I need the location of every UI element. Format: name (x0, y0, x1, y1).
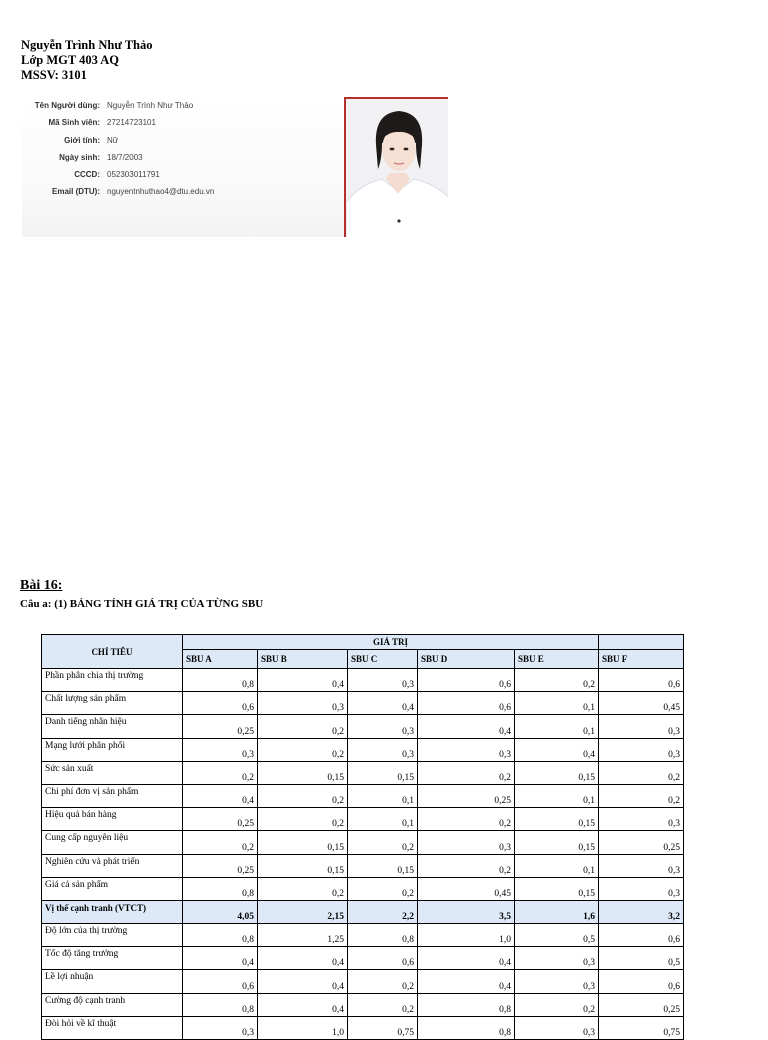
value-cell: 0,15 (258, 854, 348, 877)
exercise-subtitle: Câu a: (1) BẢNG TÍNH GIÁ TRỊ CỦA TỪNG SBU (20, 598, 264, 610)
sbu-header: SBU D (418, 650, 515, 669)
criteria-header: CHỈ TIÊU (42, 635, 183, 669)
value-cell: 0,3 (348, 669, 418, 692)
portrait-image (346, 99, 448, 237)
criteria-label: Vị thế cạnh tranh (VTCT) (42, 900, 183, 923)
value-cell: 0,8 (418, 1016, 515, 1039)
value-cell: 0,6 (599, 669, 684, 692)
table-row (42, 808, 684, 831)
value-cell: 0,2 (515, 993, 599, 1016)
value-cell: 2,2 (348, 900, 418, 923)
value-cell: 0,6 (183, 692, 258, 715)
value-cell: 0,45 (418, 877, 515, 900)
info-label: Email (DTU): (52, 187, 100, 197)
value-cell: 0,8 (183, 993, 258, 1016)
value-cell: 2,15 (258, 900, 348, 923)
value-cell: 0,3 (599, 854, 684, 877)
value-cell: 1,0 (258, 1016, 348, 1039)
value-cell: 0,1 (515, 784, 599, 807)
info-row (22, 136, 342, 153)
criteria-label: Chất lượng sản phẩm (42, 692, 183, 715)
table-row (42, 669, 684, 692)
table-row (42, 738, 684, 761)
value-cell: 0,25 (183, 854, 258, 877)
value-group-header: GIÁ TRỊ (183, 635, 599, 650)
value-cell: 0,2 (258, 808, 348, 831)
value-cell: 0,2 (599, 784, 684, 807)
value-cell: 1,25 (258, 924, 348, 947)
value-cell: 0,6 (599, 970, 684, 993)
criteria-label: Nghiên cứu và phát triển (42, 854, 183, 877)
value-cell: 0,4 (515, 738, 599, 761)
info-row (22, 187, 342, 204)
value-cell: 0,3 (183, 738, 258, 761)
value-cell: 0,2 (258, 877, 348, 900)
value-cell: 0,3 (348, 738, 418, 761)
criteria-label: Chi phí đơn vị sản phẩm (42, 784, 183, 807)
value-cell: 0,6 (418, 669, 515, 692)
table-row (42, 715, 684, 738)
table-row (42, 924, 684, 947)
value-cell: 0,8 (348, 924, 418, 947)
table-row (42, 831, 684, 854)
student-name: Nguyễn Trình Như Thảo (21, 38, 153, 52)
criteria-label: Danh tiếng nhãn hiệu (42, 715, 183, 738)
value-cell: 0,25 (599, 993, 684, 1016)
info-value: nguyentnhuthao4@dtu.edu.vn (107, 187, 215, 197)
value-cell: 0,15 (258, 831, 348, 854)
value-cell: 0,3 (599, 877, 684, 900)
value-cell: 0,2 (183, 761, 258, 784)
value-cell: 0,3 (418, 738, 515, 761)
value-cell: 0,3 (258, 692, 348, 715)
value-cell: 0,25 (599, 831, 684, 854)
value-cell: 0,3 (515, 947, 599, 970)
value-cell: 0,2 (258, 784, 348, 807)
value-cell: 0,4 (418, 715, 515, 738)
value-cell: 0,4 (348, 692, 418, 715)
value-group-header-blank (599, 635, 684, 650)
criteria-label: Đòi hỏi về kĩ thuật (42, 1016, 183, 1039)
value-cell: 0,8 (183, 924, 258, 947)
value-cell: 0,2 (418, 854, 515, 877)
value-cell: 0,2 (348, 877, 418, 900)
value-cell: 0,1 (348, 784, 418, 807)
info-row (22, 101, 342, 118)
sbu-header: SBU E (515, 650, 599, 669)
info-row (22, 118, 342, 135)
value-cell: 0,6 (183, 970, 258, 993)
student-header (21, 38, 153, 83)
criteria-label: Cung cấp nguyên liệu (42, 831, 183, 854)
value-cell: 0,8 (183, 877, 258, 900)
value-cell: 4,05 (183, 900, 258, 923)
value-cell: 0,3 (348, 715, 418, 738)
value-cell: 0,1 (348, 808, 418, 831)
value-cell: 0,4 (258, 669, 348, 692)
total-row (42, 900, 684, 923)
table-row (42, 784, 684, 807)
exercise-title: Bài 16: (20, 578, 63, 593)
sbu-header: SBU B (258, 650, 348, 669)
criteria-label: Sức sản xuất (42, 761, 183, 784)
criteria-label: Mạng lưới phân phối (42, 738, 183, 761)
criteria-label: Độ lớn của thị trường (42, 924, 183, 947)
value-cell: 0,2 (258, 715, 348, 738)
value-cell: 0,4 (418, 970, 515, 993)
table-row (42, 947, 684, 970)
value-cell: 0,75 (599, 1016, 684, 1039)
criteria-label: Phần phân chia thị trường (42, 669, 183, 692)
info-row (22, 153, 342, 170)
value-cell: 1,0 (418, 924, 515, 947)
sbu-value-table (41, 634, 684, 1040)
value-cell: 0,3 (418, 831, 515, 854)
student-info-list (22, 101, 342, 205)
student-info-card (22, 96, 448, 237)
value-cell: 0,4 (258, 970, 348, 993)
value-cell: 0,2 (258, 738, 348, 761)
info-label: Tên Người dùng: (34, 101, 100, 110)
value-cell: 0,3 (599, 715, 684, 738)
value-cell: 0,15 (348, 854, 418, 877)
value-cell: 0,15 (258, 761, 348, 784)
value-cell: 0,2 (348, 993, 418, 1016)
value-cell: 0,4 (258, 993, 348, 1016)
value-cell: 0,15 (515, 761, 599, 784)
info-label: Ngày sinh: (59, 152, 100, 162)
value-cell: 0,2 (515, 669, 599, 692)
table-row (42, 970, 684, 993)
value-cell: 0,3 (599, 738, 684, 761)
value-cell: 0,15 (515, 831, 599, 854)
value-cell: 3,2 (599, 900, 684, 923)
value-cell: 0,2 (418, 808, 515, 831)
value-cell: 0,1 (515, 692, 599, 715)
value-cell: 0,3 (183, 1016, 258, 1039)
value-cell: 0,1 (515, 715, 599, 738)
value-cell: 0,3 (515, 970, 599, 993)
table-row (42, 877, 684, 900)
criteria-label: Hiệu quả bán hàng (42, 808, 183, 831)
value-cell: 0,4 (183, 784, 258, 807)
criteria-label: Cường độ cạnh tranh (42, 993, 183, 1016)
value-cell: 0,15 (515, 808, 599, 831)
value-cell: 0,6 (418, 692, 515, 715)
value-cell: 1,6 (515, 900, 599, 923)
info-label: Mã Sinh viên: (48, 118, 100, 128)
value-cell: 0,4 (183, 947, 258, 970)
info-value: 18/7/2003 (107, 152, 143, 162)
value-cell: 0,3 (515, 1016, 599, 1039)
info-value: 27214723101 (107, 118, 156, 128)
sbu-header: SBU F (599, 650, 684, 669)
table-row (42, 854, 684, 877)
value-cell: 0,2 (418, 761, 515, 784)
info-value: 052303011791 (107, 170, 160, 180)
sbu-header: SBU A (183, 650, 258, 669)
criteria-label: Tốc độ tăng trưởng (42, 947, 183, 970)
value-cell: 0,6 (599, 924, 684, 947)
student-class: Lớp MGT 403 AQ (21, 53, 120, 67)
value-cell: 0,3 (599, 808, 684, 831)
value-cell: 0,8 (418, 993, 515, 1016)
student-id: MSSV: 3101 (21, 68, 87, 82)
info-label: Giới tính: (64, 135, 100, 145)
table-row (42, 1016, 684, 1039)
value-cell: 0,2 (348, 831, 418, 854)
value-cell: 0,8 (183, 669, 258, 692)
student-photo (344, 97, 448, 237)
value-cell: 0,4 (258, 947, 348, 970)
table-row (42, 761, 684, 784)
info-value: Nữ (107, 135, 119, 145)
value-cell: 0,15 (515, 877, 599, 900)
info-row (22, 170, 342, 187)
value-cell: 0,25 (183, 808, 258, 831)
info-value: Nguyễn Trình Như Thảo (107, 101, 194, 110)
sbu-header: SBU C (348, 650, 418, 669)
value-cell: 0,6 (348, 947, 418, 970)
info-label: CCCD: (74, 170, 100, 180)
value-cell: 0,75 (348, 1016, 418, 1039)
sbu-table-body (42, 669, 684, 1040)
criteria-label: Lề lợi nhuận (42, 970, 183, 993)
value-cell: 3,5 (418, 900, 515, 923)
value-cell: 0,2 (348, 970, 418, 993)
table-row (42, 993, 684, 1016)
value-cell: 0,15 (348, 761, 418, 784)
criteria-label: Giá cả sản phẩm (42, 877, 183, 900)
value-cell: 0,5 (599, 947, 684, 970)
value-cell: 0,5 (515, 924, 599, 947)
table-row (42, 692, 684, 715)
value-cell: 0,1 (515, 854, 599, 877)
value-cell: 0,2 (183, 831, 258, 854)
value-cell: 0,45 (599, 692, 684, 715)
value-cell: 0,4 (418, 947, 515, 970)
value-cell: 0,2 (599, 761, 684, 784)
value-cell: 0,25 (418, 784, 515, 807)
value-cell: 0,25 (183, 715, 258, 738)
